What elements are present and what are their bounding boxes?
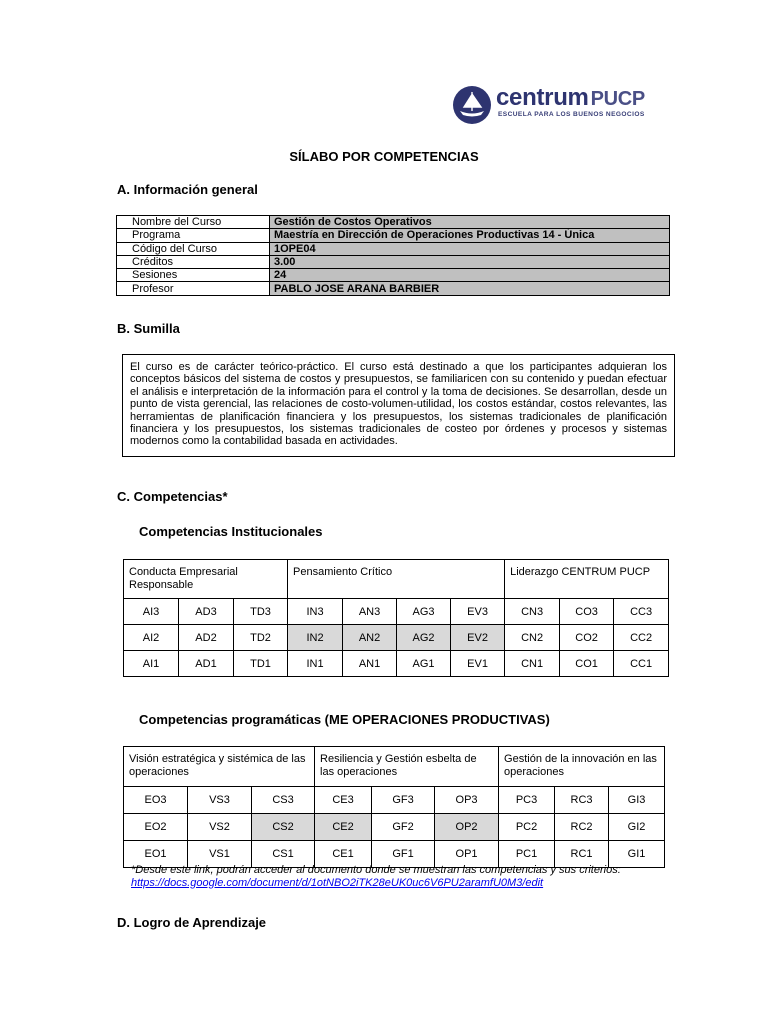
competency-cell: OP1 xyxy=(435,841,499,868)
info-label: Profesor xyxy=(117,282,270,295)
competencies-footnote xyxy=(131,864,621,889)
sumilla-text: El curso es de carácter teórico-práctico. El curso está destinado a que los participantes adquieran los conceptos básicos del sistema de costos y presupuestos, se familiaricen con su contenido y puedan efectuar el análisis e interpretación de la información para el control y la toma de decisiones. Se desarrollan, desde un punto de vista gerencial, las relaciones de costo-volumen-utilidad, los costos estándar, costos relevantes, las herramientas de planificación financiera y los presupuestos, los sistemas tradicionales de planificación financiera y los presupuestos, los sistemas tradicionales de costeo por órdenes y procesos y sistemas modernos como la contabilidad basada en actividades. xyxy=(122,354,675,457)
competency-cell: CC2 xyxy=(614,625,669,651)
section-c-heading: C. Competencias* xyxy=(117,489,228,504)
table-row xyxy=(124,787,665,814)
competency-cell: EV3 xyxy=(451,599,505,625)
table-row xyxy=(117,216,670,229)
competency-cell: AG1 xyxy=(397,651,451,677)
competency-cell: RC2 xyxy=(555,814,609,841)
info-value: 24 xyxy=(270,269,670,282)
table-row xyxy=(124,625,669,651)
competency-cell: CO2 xyxy=(560,625,614,651)
competency-cell: TD2 xyxy=(234,625,288,651)
section-d-heading: D. Logro de Aprendizaje xyxy=(117,915,267,930)
info-label: Nombre del Curso xyxy=(117,216,270,229)
info-label: Sesiones xyxy=(117,269,270,282)
competency-cell: EO1 xyxy=(124,841,188,868)
programmatic-competencies-table xyxy=(123,746,665,868)
competency-cell: VS2 xyxy=(188,814,252,841)
table-row xyxy=(124,814,665,841)
competency-cell: EV1 xyxy=(451,651,505,677)
competency-cell: CS1 xyxy=(252,841,315,868)
competency-cell: RC1 xyxy=(555,841,609,868)
competency-cell: AD3 xyxy=(179,599,234,625)
programmatic-competencies-heading: Competencias programáticas (ME OPERACIONES PRODUCTIVAS) xyxy=(139,712,550,727)
competency-cell: CE1 xyxy=(315,841,372,868)
competency-cell: CO1 xyxy=(560,651,614,677)
competency-cell: AG3 xyxy=(397,599,451,625)
competency-group-header: Pensamiento Crítico xyxy=(288,560,505,599)
competency-cell: GF3 xyxy=(372,787,435,814)
competency-cell: PC2 xyxy=(499,814,555,841)
competency-cell: CE3 xyxy=(315,787,372,814)
table-row xyxy=(117,269,670,282)
competency-cell: PC1 xyxy=(499,841,555,868)
competency-cell: CN1 xyxy=(505,651,560,677)
competency-cell: CC3 xyxy=(614,599,669,625)
table-row xyxy=(124,651,669,677)
info-label: Créditos xyxy=(117,255,270,268)
competency-cell: GF2 xyxy=(372,814,435,841)
competency-cell-highlighted: OP2 xyxy=(435,814,499,841)
table-row xyxy=(117,282,670,295)
competency-cell: GI2 xyxy=(609,814,665,841)
competency-cell: CS3 xyxy=(252,787,315,814)
competency-cell: TD3 xyxy=(234,599,288,625)
competency-cell: OP3 xyxy=(435,787,499,814)
competency-cell: AD1 xyxy=(179,651,234,677)
competency-cell: VS1 xyxy=(188,841,252,868)
competency-cell: VS3 xyxy=(188,787,252,814)
competency-cell-highlighted: CS2 xyxy=(252,814,315,841)
competency-group-header: Gestión de la innovación en las operaciones xyxy=(499,747,665,787)
competency-cell-highlighted: AN2 xyxy=(343,625,397,651)
competency-cell: PC3 xyxy=(499,787,555,814)
competencies-doc-link[interactable]: https://docs.google.com/document/d/1otNBO2iTK28eUK0uc6V6PU2aramfU0M3/edit xyxy=(131,876,544,889)
competency-group-header: Liderazgo CENTRUM PUCP xyxy=(505,560,669,599)
table-row xyxy=(117,229,670,242)
competency-cell-highlighted: CE2 xyxy=(315,814,372,841)
logo-wordmark: centrum PUCP xyxy=(496,84,645,111)
competency-cell: AI1 xyxy=(124,651,179,677)
ship-emblem-icon xyxy=(452,85,492,125)
info-value: PABLO JOSE ARANA BARBIER xyxy=(270,282,670,295)
competency-cell: AI3 xyxy=(124,599,179,625)
competency-cell-highlighted: EV2 xyxy=(451,625,505,651)
institutional-competencies-heading: Competencias Institucionales xyxy=(139,524,323,539)
table-row xyxy=(117,242,670,255)
competency-cell: EO2 xyxy=(124,814,188,841)
info-label: Programa xyxy=(117,229,270,242)
competency-cell: CO3 xyxy=(560,599,614,625)
competency-cell: AD2 xyxy=(179,625,234,651)
competency-cell: CN2 xyxy=(505,625,560,651)
competency-cell: GF1 xyxy=(372,841,435,868)
info-value: 3.00 xyxy=(270,255,670,268)
centrum-pucp-logo xyxy=(452,84,672,126)
competency-group-header: Conducta Empresarial Responsable xyxy=(124,560,288,599)
section-a-heading: A. Información general xyxy=(117,182,258,197)
competency-cell: IN1 xyxy=(288,651,343,677)
competency-group-header: Resiliencia y Gestión esbelta de las operaciones xyxy=(315,747,499,787)
info-value: Maestría en Dirección de Operaciones Productivas 14 - Única xyxy=(270,229,670,242)
table-header-row xyxy=(124,560,669,599)
footnote-text: *Desde este link, podrán acceder al documento donde se muestran las competencias y sus criterios: xyxy=(131,864,621,876)
competency-cell-highlighted: AG2 xyxy=(397,625,451,651)
info-value: 1OPE04 xyxy=(270,242,670,255)
competency-cell-highlighted: IN2 xyxy=(288,625,343,651)
competency-cell: GI1 xyxy=(609,841,665,868)
competency-group-header: Visión estratégica y sistémica de las operaciones xyxy=(124,747,315,787)
info-value: Gestión de Costos Operativos xyxy=(270,216,670,229)
competency-cell: CN3 xyxy=(505,599,560,625)
competency-cell: TD1 xyxy=(234,651,288,677)
logo-tagline: ESCUELA PARA LOS BUENOS NEGOCIOS xyxy=(498,111,645,118)
competency-cell: AN3 xyxy=(343,599,397,625)
competency-cell: AI2 xyxy=(124,625,179,651)
document-title: SÍLABO POR COMPETENCIAS xyxy=(289,149,479,164)
competency-cell: IN3 xyxy=(288,599,343,625)
section-b-heading: B. Sumilla xyxy=(117,321,180,336)
info-table xyxy=(116,215,670,296)
table-row xyxy=(117,255,670,268)
competency-cell: RC3 xyxy=(555,787,609,814)
competency-cell: AN1 xyxy=(343,651,397,677)
competency-cell: EO3 xyxy=(124,787,188,814)
competency-cell: GI3 xyxy=(609,787,665,814)
competency-cell: CC1 xyxy=(614,651,669,677)
table-row xyxy=(124,599,669,625)
institutional-competencies-table xyxy=(123,559,669,677)
info-label: Código del Curso xyxy=(117,242,270,255)
table-header-row xyxy=(124,747,665,787)
